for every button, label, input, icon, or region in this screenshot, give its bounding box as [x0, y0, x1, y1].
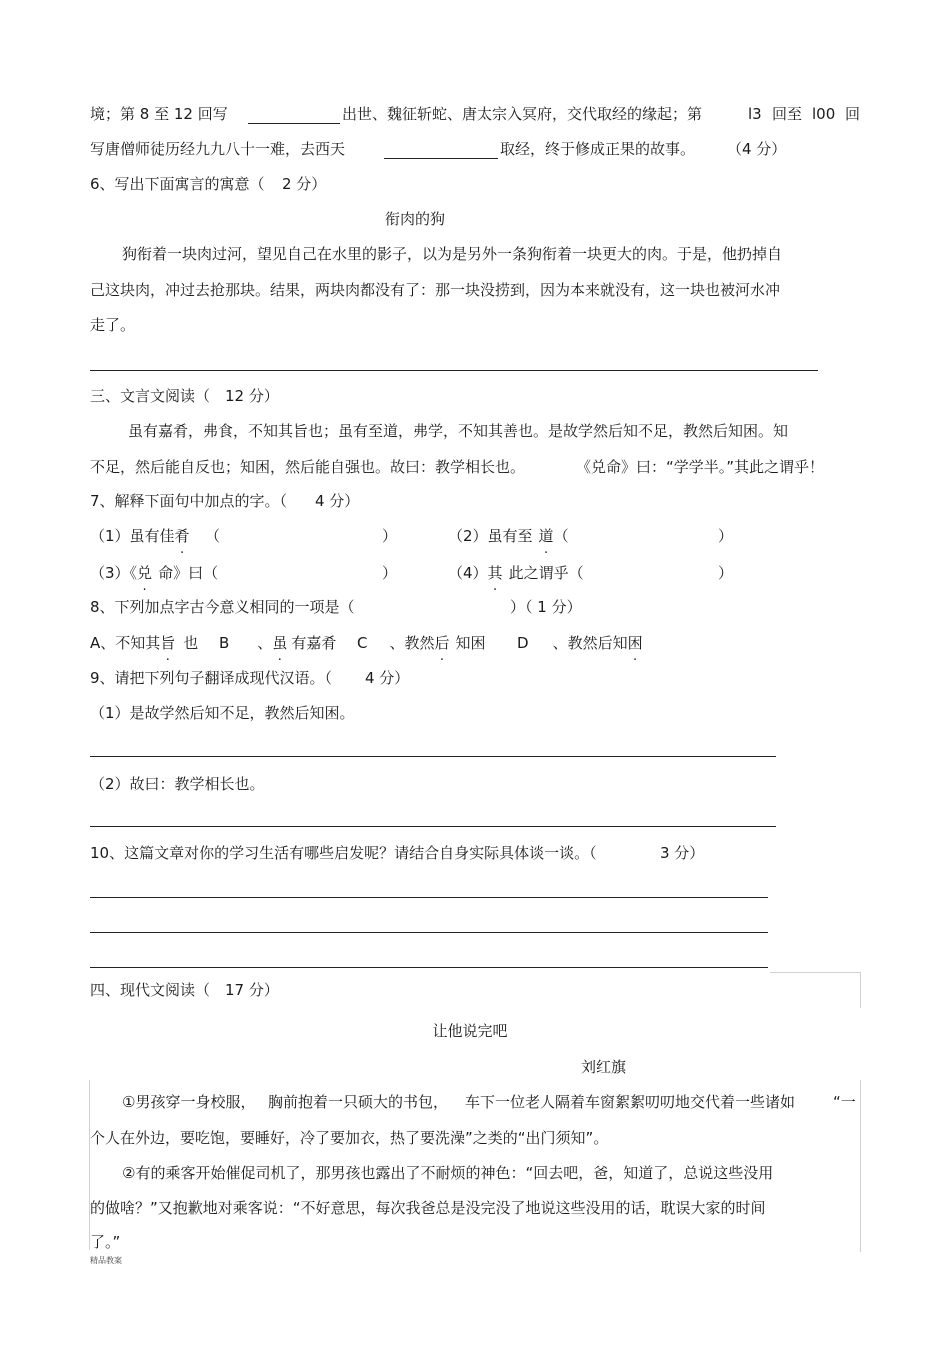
q7-item-4-close: ）: [718, 564, 734, 582]
q8-option-c[interactable]: [357, 633, 486, 653]
question-9: 9、请把下列句子翻译成现代汉语。（: [90, 669, 333, 687]
q7-item-4-dotted: 其: [487, 564, 503, 582]
answer-line-q10-2[interactable]: [90, 932, 768, 933]
question-7: 7、解释下面句中加点的字。（: [90, 492, 288, 510]
q7-item-1-close: ）: [382, 527, 398, 545]
line-1-chapter-100: l00: [812, 105, 836, 123]
q8-option-a-text: A、不知其: [90, 634, 161, 652]
q8-option-d[interactable]: [517, 633, 643, 653]
footer-note: 精品教案: [90, 1256, 122, 1265]
classical-line-2b: 《兑命》曰：“学学半。”其此之谓乎！: [576, 458, 825, 476]
q7-item-3-close: ）: [382, 564, 398, 582]
fill-blank-2[interactable]: [384, 143, 498, 159]
para-2-line-3: 了。”: [90, 1233, 121, 1251]
question-6-score: 2 分）: [282, 175, 327, 193]
para-1-part-a: ①男孩穿一身校服，: [122, 1093, 256, 1111]
section-3-title: 三、文言文阅读（: [90, 387, 211, 405]
para-1-part-c: 车下一位老人隔着车窗絮絮叨叨地交代着一些诸如: [465, 1093, 796, 1111]
line-1-mid: 出世、魏征斩蛇、唐太宗入冥府，交代取经的缘起；第: [342, 105, 703, 123]
question-10-score: 3 分）: [660, 844, 705, 862]
para-2-line-2: 的做啥？”又抱歉地对乘客说：“不好意思，每次我爸总是没完没了地说这些没用的话，耽误大家的时间: [90, 1199, 766, 1217]
q8-option-b[interactable]: [219, 633, 336, 653]
q8-option-d-label: D: [517, 634, 529, 652]
line-2-mid: 取经，终于修成正果的故事。: [500, 140, 696, 158]
section-4-score: 17 分）: [225, 981, 279, 999]
q7-item-2-close: ）: [718, 527, 734, 545]
q8-option-c-text: 、教然: [389, 634, 435, 652]
q7-item-1-dotted: 肴: [174, 527, 190, 545]
q8-option-d-text: 、教然后知: [552, 634, 628, 652]
section-4-title: 四、现代文阅读（: [90, 981, 211, 999]
line-1-end: 回: [845, 105, 861, 123]
question-7-score: 4 分）: [315, 492, 360, 510]
q8-option-c-post: 知困: [455, 634, 486, 652]
q7-item-3-text: （3）《: [90, 564, 138, 582]
q8-option-d-dotted: 困: [627, 634, 643, 652]
answer-line-q9-2[interactable]: [90, 826, 776, 827]
fable-line-1: 狗衔着一块肉过河，望见自己在水里的影子，以为是另外一条狗衔着一块更大的肉。于是，他扔掉自: [122, 245, 783, 263]
q7-item-3-dotted: 兑: [137, 564, 153, 582]
q9-sentence-2: （2）故曰：教学相长也。: [90, 775, 265, 793]
q7-item-1-open: （: [205, 527, 221, 545]
article-author: 刘红旗: [581, 1058, 627, 1076]
fable-title: 衔肉的狗: [384, 210, 445, 228]
q8-option-b-dotted: 虽: [272, 634, 288, 652]
q8-option-a[interactable]: [90, 633, 198, 653]
q7-item-2-dotted: 道: [538, 527, 554, 545]
q7-item-2-open: （: [553, 527, 569, 545]
frame-top-right: [770, 972, 860, 973]
question-9-score: 4 分）: [365, 669, 410, 687]
frame-right-lower: [860, 1080, 861, 1252]
line-2-score: （4 分）: [727, 140, 787, 158]
q8-option-b-text: 、: [257, 634, 273, 652]
answer-line-q9-1[interactable]: [90, 756, 776, 757]
answer-line-q6[interactable]: [90, 370, 818, 371]
para-1-line-2: 个人在外边，要吃饱，要睡好，冷了要加衣，热了要洗澡”之类的“出门须知”。: [90, 1129, 609, 1147]
q7-item-1-text: （1）虽有佳: [90, 527, 175, 545]
question-8-score: ）（ 1 分）: [510, 598, 582, 616]
q8-option-b-post: 有嘉肴: [291, 634, 337, 652]
line-1-start: 境；第 8 至 12 回写: [90, 105, 228, 123]
classical-line-1: 虽有嘉肴，弗食，不知其旨也；虽有至道，弗学，不知其善也。是故学然后知不足，教然后知困。知: [128, 422, 789, 440]
q8-option-a-post: 也: [183, 634, 199, 652]
section-3-score: 12 分）: [225, 387, 279, 405]
q7-item-2-text: （2）虽有至: [448, 527, 533, 545]
q7-item-1: [90, 526, 190, 546]
q7-item-4-prefix: （4）: [448, 564, 488, 582]
answer-line-q10-1[interactable]: [90, 897, 768, 898]
q8-option-c-dotted: 后: [434, 634, 450, 652]
q8-option-b-label: B: [219, 634, 230, 652]
answer-line-q10-3[interactable]: [90, 967, 768, 968]
para-2-line-1: ②有的乘客开始催促司机了，那男孩也露出了不耐烦的神色：“回去吧，爸，知道了，总说这些没用: [122, 1164, 774, 1182]
line-1-to: 回至: [772, 105, 803, 123]
q7-item-3-post: 命》曰（: [158, 564, 219, 582]
q8-option-a-dotted: 旨: [160, 634, 176, 652]
classical-line-2a: 不足，然后能自反也；知困，然后能自强也。故曰：教学相长也。: [90, 458, 526, 476]
fable-line-2: 己这块肉，冲过去抢那块。结果，两块肉都没有了：那一块没捞到，因为本来就没有，这一块也被河水冲: [90, 281, 781, 299]
article-title: 让他说完吧: [432, 1022, 508, 1040]
para-1-part-b: 胸前抱着一只硕大的书包，: [268, 1093, 449, 1111]
q8-option-c-label: C: [357, 634, 368, 652]
q7-item-4-post: 此之谓乎（: [508, 564, 584, 582]
question-6: 6、写出下面寓言的寓意（: [90, 175, 265, 193]
q7-item-3: [90, 563, 218, 583]
line-2-start: 写唐僧师徒历经九九八十一难，去西天: [90, 140, 346, 158]
q7-item-2: [448, 526, 569, 546]
frame-left-lower: [89, 1080, 90, 1250]
q7-item-4: [448, 563, 584, 583]
q9-sentence-1: （1）是故学然后知不足，教然后知困。: [90, 704, 355, 722]
line-1-chapter-13: l3: [748, 105, 762, 123]
frame-right-upper: [860, 972, 861, 1008]
para-1-part-d: “一: [833, 1093, 856, 1111]
question-10: 10、这篇文章对你的学习生活有哪些启发呢？请结合自身实际具体谈一谈。（: [90, 844, 597, 862]
fable-line-3: 走了。: [90, 316, 136, 334]
fill-blank-1[interactable]: [248, 108, 340, 124]
question-8: 8、下列加点字古今意义相同的一项是（: [90, 598, 355, 616]
